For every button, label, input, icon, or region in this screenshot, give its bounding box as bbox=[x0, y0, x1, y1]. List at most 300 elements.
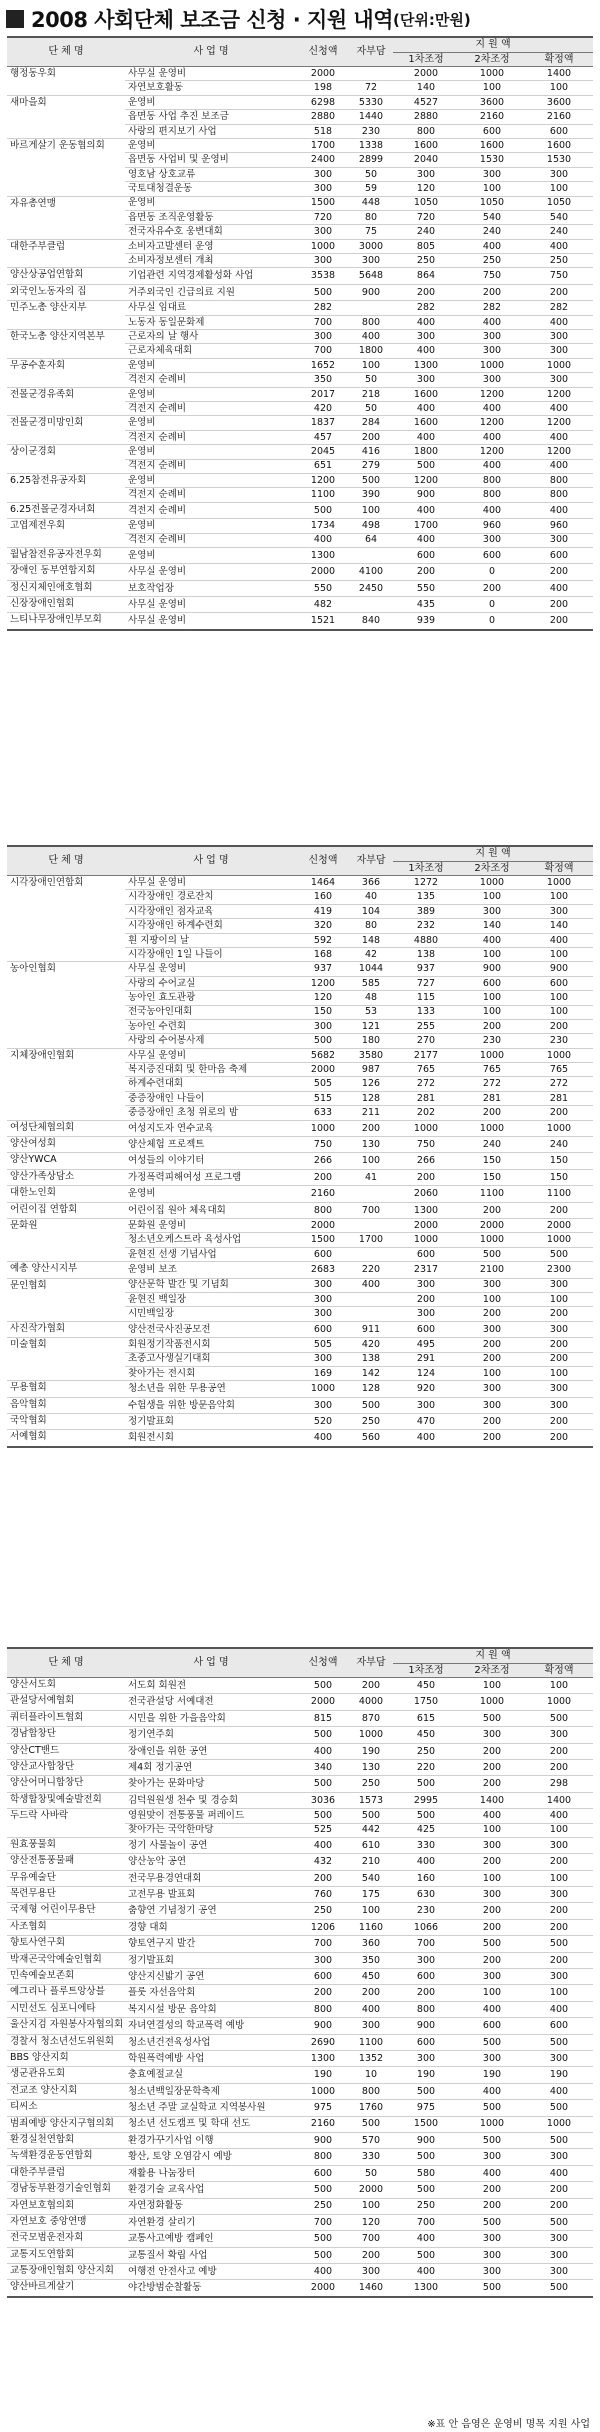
round1-amount: 1000 bbox=[393, 1233, 459, 1247]
final-amount: 298 bbox=[525, 1776, 593, 1792]
org-name: 경찰서 청소년선도위원회 bbox=[7, 2034, 125, 2050]
self-amount: 987 bbox=[349, 1063, 393, 1077]
round1-amount: 300 bbox=[393, 1307, 459, 1321]
org-name: 6.25참전유공자회 bbox=[7, 473, 125, 502]
self-amount bbox=[349, 597, 393, 613]
round2-amount: 100 bbox=[459, 1870, 525, 1886]
request-amount: 1837 bbox=[297, 416, 349, 430]
final-amount: 2160 bbox=[525, 110, 593, 124]
project-name: 가정폭력피해여성 프로그램 bbox=[125, 1169, 297, 1185]
final-amount: 300 bbox=[525, 1837, 593, 1853]
request-amount: 3538 bbox=[297, 268, 349, 284]
org-name: 경남동부환경기술인협회 bbox=[7, 2182, 125, 2198]
project-name: 정기발표회 bbox=[125, 1414, 297, 1430]
final-amount: 250 bbox=[525, 254, 593, 268]
org-name: 환경실천연합회 bbox=[7, 2132, 125, 2148]
project-name: 자연환경 살리기 bbox=[125, 2214, 297, 2230]
round2-amount: 100 bbox=[459, 1823, 525, 1837]
round1-amount: 1500 bbox=[393, 2116, 459, 2132]
round2-amount: 200 bbox=[459, 284, 525, 300]
table-row bbox=[7, 1262, 593, 1278]
final-amount: 800 bbox=[525, 473, 593, 487]
round1-amount: 1600 bbox=[393, 138, 459, 152]
table-row bbox=[7, 473, 593, 487]
org-name: 양산교사합창단 bbox=[7, 1759, 125, 1775]
round1-amount: 2000 bbox=[393, 67, 459, 81]
table-row bbox=[7, 1397, 593, 1413]
self-amount: 121 bbox=[349, 1019, 393, 1033]
org-name: 박재곤국악예술인협회 bbox=[7, 1952, 125, 1968]
request-amount: 300 bbox=[297, 225, 349, 239]
self-amount: 1800 bbox=[349, 344, 393, 358]
round2-amount: 2160 bbox=[459, 110, 525, 124]
round2-amount: 281 bbox=[459, 1091, 525, 1105]
final-amount: 100 bbox=[525, 1678, 593, 1694]
request-amount: 250 bbox=[297, 1903, 349, 1919]
project-name: 복지시설 방문 음악회 bbox=[125, 2001, 297, 2017]
final-amount: 240 bbox=[525, 225, 593, 239]
round1-amount: 400 bbox=[393, 344, 459, 358]
table-row bbox=[7, 2247, 593, 2263]
org-name: 시민선도 심포니에타 bbox=[7, 2001, 125, 2017]
round2-amount: 765 bbox=[459, 1063, 525, 1077]
request-amount: 505 bbox=[297, 1338, 349, 1352]
round1-amount: 1272 bbox=[393, 876, 459, 890]
final-amount: 200 bbox=[525, 284, 593, 300]
final-amount: 100 bbox=[525, 991, 593, 1005]
final-amount: 272 bbox=[525, 1077, 593, 1091]
self-amount: 128 bbox=[349, 1091, 393, 1105]
self-amount: 4000 bbox=[349, 1694, 393, 1710]
request-amount: 760 bbox=[297, 1887, 349, 1903]
request-amount: 400 bbox=[297, 1430, 349, 1447]
project-name: 사무실 운영비 bbox=[125, 67, 297, 81]
final-amount: 300 bbox=[525, 1278, 593, 1292]
project-name: 운영비 bbox=[125, 445, 297, 459]
self-amount: 211 bbox=[349, 1106, 393, 1120]
round2-amount: 0 bbox=[459, 597, 525, 613]
col-org-header: 단 체 명 bbox=[7, 37, 125, 67]
project-name: 제4회 정기공연 bbox=[125, 1759, 297, 1775]
self-amount: 3000 bbox=[349, 239, 393, 253]
table-row bbox=[7, 564, 593, 580]
round1-amount: 200 bbox=[393, 564, 459, 580]
self-amount: 840 bbox=[349, 613, 393, 630]
round1-amount: 500 bbox=[393, 1776, 459, 1792]
self-amount: 450 bbox=[349, 1969, 393, 1985]
request-amount: 400 bbox=[297, 1837, 349, 1853]
project-name: 운영비 bbox=[125, 416, 297, 430]
final-amount: 200 bbox=[525, 1338, 593, 1352]
self-amount: 218 bbox=[349, 387, 393, 401]
col-support-header: 지 원 액 bbox=[393, 846, 593, 862]
self-amount: 5648 bbox=[349, 268, 393, 284]
request-amount: 190 bbox=[297, 2067, 349, 2083]
org-name: 양산바르게살기 bbox=[7, 2280, 125, 2297]
self-amount: 130 bbox=[349, 1137, 393, 1153]
project-name: 농아인 수련회 bbox=[125, 1019, 297, 1033]
final-amount: 1100 bbox=[525, 1186, 593, 1202]
round1-amount: 400 bbox=[393, 430, 459, 444]
round2-amount: 200 bbox=[459, 1903, 525, 1919]
round2-amount: 1200 bbox=[459, 416, 525, 430]
round1-amount: 500 bbox=[393, 459, 459, 473]
round1-amount: 2317 bbox=[393, 1262, 459, 1278]
project-name: 격전지 순례비 bbox=[125, 430, 297, 444]
round1-amount: 270 bbox=[393, 1034, 459, 1048]
project-name: 하계수련대회 bbox=[125, 1077, 297, 1091]
round2-amount: 960 bbox=[459, 519, 525, 533]
project-name: 정기 사물놀이 공연 bbox=[125, 1837, 297, 1853]
org-name: 범죄예방 양산지구협의회 bbox=[7, 2116, 125, 2132]
request-amount: 800 bbox=[297, 2001, 349, 2017]
self-amount: 100 bbox=[349, 2198, 393, 2214]
request-amount: 300 bbox=[297, 1397, 349, 1413]
project-name: 고전무용 발표회 bbox=[125, 1887, 297, 1903]
self-amount bbox=[349, 1218, 393, 1232]
final-amount: 765 bbox=[525, 1063, 593, 1077]
round1-amount: 1700 bbox=[393, 519, 459, 533]
round2-amount: 150 bbox=[459, 1153, 525, 1169]
round2-amount: 100 bbox=[459, 1985, 525, 2001]
table-row bbox=[7, 547, 593, 563]
round1-amount: 1800 bbox=[393, 445, 459, 459]
final-amount: 100 bbox=[525, 947, 593, 961]
final-amount: 200 bbox=[525, 1759, 593, 1775]
grant-table-3 bbox=[7, 1647, 593, 2298]
round1-amount: 200 bbox=[393, 284, 459, 300]
org-name: 국악협회 bbox=[7, 1414, 125, 1430]
round2-amount: 300 bbox=[459, 904, 525, 918]
final-amount: 200 bbox=[525, 613, 593, 630]
round2-amount: 282 bbox=[459, 301, 525, 315]
round1-amount: 282 bbox=[393, 301, 459, 315]
round2-amount: 200 bbox=[459, 1430, 525, 1447]
final-amount: 800 bbox=[525, 488, 593, 502]
table-row bbox=[7, 1985, 593, 2001]
project-name: 운영비 bbox=[125, 95, 297, 109]
round2-amount: 400 bbox=[459, 2083, 525, 2099]
round1-amount: 255 bbox=[393, 1019, 459, 1033]
table-row bbox=[7, 502, 593, 518]
project-name: 노동자 동일문화제 bbox=[125, 315, 297, 329]
final-amount: 1200 bbox=[525, 445, 593, 459]
org-name: 행정동우회 bbox=[7, 67, 125, 96]
round2-amount: 400 bbox=[459, 502, 525, 518]
round2-amount: 400 bbox=[459, 2001, 525, 2017]
round2-amount: 400 bbox=[459, 1809, 525, 1823]
self-amount bbox=[349, 1307, 393, 1321]
self-amount: 220 bbox=[349, 1262, 393, 1278]
table-row bbox=[7, 416, 593, 430]
self-amount: 190 bbox=[349, 1743, 393, 1759]
round2-amount: 1530 bbox=[459, 153, 525, 167]
project-name: 윤현진 선생 기념사업 bbox=[125, 1247, 297, 1261]
self-amount: 2899 bbox=[349, 153, 393, 167]
self-amount: 448 bbox=[349, 196, 393, 210]
final-amount: 540 bbox=[525, 210, 593, 224]
request-amount: 120 bbox=[297, 991, 349, 1005]
round1-amount: 495 bbox=[393, 1338, 459, 1352]
self-amount: 300 bbox=[349, 2264, 393, 2280]
final-amount: 282 bbox=[525, 301, 593, 315]
round2-amount: 200 bbox=[459, 1776, 525, 1792]
table-row bbox=[7, 519, 593, 533]
round1-amount: 300 bbox=[393, 330, 459, 344]
project-name: 여행전 안전사고 예방 bbox=[125, 2264, 297, 2280]
col-self-header: 자부담 bbox=[349, 37, 393, 67]
request-amount: 1734 bbox=[297, 519, 349, 533]
table-row bbox=[7, 1887, 593, 1903]
request-amount: 300 bbox=[297, 167, 349, 181]
project-name: 전국농아인대회 bbox=[125, 1005, 297, 1019]
org-name: 고엽제전우회 bbox=[7, 519, 125, 548]
request-amount: 1000 bbox=[297, 1381, 349, 1397]
round1-amount: 230 bbox=[393, 1903, 459, 1919]
final-amount: 500 bbox=[525, 1247, 593, 1261]
org-name: 자연보호 중앙연맹 bbox=[7, 2214, 125, 2230]
org-name: 어린이집 연합회 bbox=[7, 1202, 125, 1218]
round2-amount: 600 bbox=[459, 547, 525, 563]
final-amount: 400 bbox=[525, 933, 593, 947]
round1-amount: 140 bbox=[393, 81, 459, 95]
self-amount: 100 bbox=[349, 1903, 393, 1919]
round1-amount: 1600 bbox=[393, 387, 459, 401]
table-row bbox=[7, 580, 593, 596]
round1-amount: 600 bbox=[393, 2034, 459, 2050]
project-name: 전국관설당 서예대전 bbox=[125, 1694, 297, 1710]
self-amount: 360 bbox=[349, 1936, 393, 1952]
final-amount: 200 bbox=[525, 2182, 593, 2198]
project-name: 장애인을 위한 공연 bbox=[125, 1743, 297, 1759]
project-name: 교통질서 확립 사업 bbox=[125, 2247, 297, 2263]
final-amount: 400 bbox=[525, 315, 593, 329]
round2-amount: 240 bbox=[459, 1137, 525, 1153]
table-row bbox=[7, 1903, 593, 1919]
project-name: 정기발표회 bbox=[125, 1952, 297, 1968]
project-name: 경향 대회 bbox=[125, 1919, 297, 1935]
final-amount: 1000 bbox=[525, 2116, 593, 2132]
final-amount: 300 bbox=[525, 373, 593, 387]
org-name: 민속예술보존회 bbox=[7, 1969, 125, 1985]
self-amount: 560 bbox=[349, 1430, 393, 1447]
table-row bbox=[7, 1430, 593, 1447]
table-row bbox=[7, 1776, 593, 1792]
request-amount: 500 bbox=[297, 1776, 349, 1792]
request-amount: 3036 bbox=[297, 1792, 349, 1808]
round2-amount: 400 bbox=[459, 239, 525, 253]
project-name: 찾아가는 전시회 bbox=[125, 1366, 297, 1380]
table-header bbox=[7, 1648, 593, 1678]
round1-amount: 220 bbox=[393, 1759, 459, 1775]
self-amount: 416 bbox=[349, 445, 393, 459]
request-amount: 457 bbox=[297, 430, 349, 444]
self-amount: 390 bbox=[349, 488, 393, 502]
request-amount: 518 bbox=[297, 124, 349, 138]
self-amount: 330 bbox=[349, 2149, 393, 2165]
round2-amount: 800 bbox=[459, 473, 525, 487]
round1-amount: 400 bbox=[393, 2231, 459, 2247]
request-amount: 937 bbox=[297, 962, 349, 976]
self-amount: 1460 bbox=[349, 2280, 393, 2297]
table-row bbox=[7, 358, 593, 372]
self-amount: 500 bbox=[349, 473, 393, 487]
project-name: 근로자의 날 행사 bbox=[125, 330, 297, 344]
round2-amount: 200 bbox=[459, 2198, 525, 2214]
project-name: 사무실 운영비 bbox=[125, 962, 297, 976]
project-name: 격전지 순례비 bbox=[125, 401, 297, 415]
self-amount: 200 bbox=[349, 2247, 393, 2263]
table-row bbox=[7, 1414, 593, 1430]
table-row bbox=[7, 301, 593, 315]
final-amount: 300 bbox=[525, 1887, 593, 1903]
request-amount: 900 bbox=[297, 2018, 349, 2034]
table-row bbox=[7, 1120, 593, 1136]
final-amount: 300 bbox=[525, 2247, 593, 2263]
round2-amount: 1400 bbox=[459, 1792, 525, 1808]
table-row bbox=[7, 1969, 593, 1985]
round1-amount: 720 bbox=[393, 210, 459, 224]
round2-amount: 1050 bbox=[459, 196, 525, 210]
request-amount: 1300 bbox=[297, 547, 349, 563]
round2-amount: 100 bbox=[459, 1292, 525, 1306]
project-name: 읍면동 사업 추진 보조금 bbox=[125, 110, 297, 124]
project-name: 거주외국인 긴급의료 지원 bbox=[125, 284, 297, 300]
self-amount: 104 bbox=[349, 904, 393, 918]
round2-amount: 200 bbox=[459, 1759, 525, 1775]
round2-amount: 272 bbox=[459, 1077, 525, 1091]
project-name: 회원정기작품전시회 bbox=[125, 1338, 297, 1352]
round2-amount: 300 bbox=[459, 2149, 525, 2165]
round1-amount: 400 bbox=[393, 502, 459, 518]
final-amount: 500 bbox=[525, 1936, 593, 1952]
project-name: 영원맞이 전통풍물 퍼레이드 bbox=[125, 1809, 297, 1823]
final-amount: 200 bbox=[525, 597, 593, 613]
request-amount: 200 bbox=[297, 1870, 349, 1886]
self-amount: 128 bbox=[349, 1381, 393, 1397]
table-row bbox=[7, 2198, 593, 2214]
org-name: 월남참전유공자전우회 bbox=[7, 547, 125, 563]
project-name: 충효예절교실 bbox=[125, 2067, 297, 2083]
table-row bbox=[7, 2132, 593, 2148]
final-amount: 230 bbox=[525, 1034, 593, 1048]
round2-amount: 1000 bbox=[459, 1233, 525, 1247]
col-round2-header: 2차조정 bbox=[459, 53, 525, 67]
round2-amount: 500 bbox=[459, 1247, 525, 1261]
project-name: 사랑의 편지보기 사업 bbox=[125, 124, 297, 138]
round1-amount: 580 bbox=[393, 2165, 459, 2181]
round1-amount: 700 bbox=[393, 2214, 459, 2230]
round1-amount: 939 bbox=[393, 613, 459, 630]
round2-amount: 300 bbox=[459, 1887, 525, 1903]
org-name: 양산서도회 bbox=[7, 1678, 125, 1694]
round2-amount: 1000 bbox=[459, 358, 525, 372]
table-row bbox=[7, 2165, 593, 2181]
round1-amount: 450 bbox=[393, 1727, 459, 1743]
self-amount: 400 bbox=[349, 1278, 393, 1292]
round2-amount: 400 bbox=[459, 401, 525, 415]
self-amount: 279 bbox=[349, 459, 393, 473]
final-amount: 300 bbox=[525, 533, 593, 547]
final-amount: 960 bbox=[525, 519, 593, 533]
table-row bbox=[7, 1837, 593, 1853]
round1-amount: 300 bbox=[393, 2050, 459, 2066]
self-amount: 138 bbox=[349, 1352, 393, 1366]
col-org-header: 단 체 명 bbox=[7, 1648, 125, 1678]
round2-amount: 300 bbox=[459, 1397, 525, 1413]
project-name: 전국자유수호 웅변대회 bbox=[125, 225, 297, 239]
project-name: 읍면동 조직운영활동 bbox=[125, 210, 297, 224]
project-name: 청소년건전육성사업 bbox=[125, 2034, 297, 2050]
final-amount: 500 bbox=[525, 2100, 593, 2116]
table-row bbox=[7, 1338, 593, 1352]
col-project-header: 사 업 명 bbox=[125, 846, 297, 876]
project-name: 양산전국사진공모전 bbox=[125, 1321, 297, 1337]
org-name: 전몰군경미망인회 bbox=[7, 416, 125, 445]
request-amount: 160 bbox=[297, 890, 349, 904]
final-amount: 400 bbox=[525, 459, 593, 473]
self-amount: 500 bbox=[349, 2116, 393, 2132]
final-amount: 100 bbox=[525, 1823, 593, 1837]
round1-amount: 600 bbox=[393, 1321, 459, 1337]
request-amount: 300 bbox=[297, 182, 349, 196]
org-name: 무유예술단 bbox=[7, 1870, 125, 1886]
round2-amount: 500 bbox=[459, 2132, 525, 2148]
title-bullet-icon bbox=[6, 10, 24, 28]
round1-amount: 1300 bbox=[393, 1202, 459, 1218]
round2-amount: 200 bbox=[459, 1952, 525, 1968]
table-row bbox=[7, 1202, 593, 1218]
project-name: 청소년 선도캠프 및 학대 선도 bbox=[125, 2116, 297, 2132]
final-amount: 1000 bbox=[525, 1233, 593, 1247]
org-name: 느티나무장애인부모회 bbox=[7, 613, 125, 630]
final-amount: 100 bbox=[525, 1985, 593, 2001]
self-amount: 498 bbox=[349, 519, 393, 533]
self-amount: 59 bbox=[349, 182, 393, 196]
project-name: 격전지 순례비 bbox=[125, 502, 297, 518]
round2-amount: 100 bbox=[459, 182, 525, 196]
table-row bbox=[7, 1381, 593, 1397]
request-amount: 1464 bbox=[297, 876, 349, 890]
final-amount: 200 bbox=[525, 1307, 593, 1321]
request-amount: 2000 bbox=[297, 1218, 349, 1232]
table-row bbox=[7, 1919, 593, 1935]
project-name: 국토대청결운동 bbox=[125, 182, 297, 196]
org-name: 대한노인회 bbox=[7, 1186, 125, 1202]
table-row bbox=[7, 196, 593, 210]
round1-amount: 435 bbox=[393, 597, 459, 613]
project-name: 양산지신밟기 공연 bbox=[125, 1969, 297, 1985]
request-amount: 400 bbox=[297, 533, 349, 547]
project-name: 초중고사생실기대회 bbox=[125, 1352, 297, 1366]
project-name: 플룻 자선음악회 bbox=[125, 1985, 297, 2001]
org-name: 관설당서예협회 bbox=[7, 1694, 125, 1710]
self-amount: 366 bbox=[349, 876, 393, 890]
round2-amount: 1600 bbox=[459, 138, 525, 152]
round2-amount: 300 bbox=[459, 1321, 525, 1337]
round1-amount: 330 bbox=[393, 1837, 459, 1853]
org-name: 농아인협회 bbox=[7, 962, 125, 1048]
request-amount: 150 bbox=[297, 1005, 349, 1019]
org-name: 교통장애인협회 양산지회 bbox=[7, 2264, 125, 2280]
request-amount: 2160 bbox=[297, 2116, 349, 2132]
round1-amount: 266 bbox=[393, 1153, 459, 1169]
self-amount: 142 bbox=[349, 1366, 393, 1380]
round1-amount: 2000 bbox=[393, 1218, 459, 1232]
org-name: 자유총연맹 bbox=[7, 196, 125, 239]
org-name: 원효풍물회 bbox=[7, 1837, 125, 1853]
project-name: 재활용 나눔장터 bbox=[125, 2165, 297, 2181]
